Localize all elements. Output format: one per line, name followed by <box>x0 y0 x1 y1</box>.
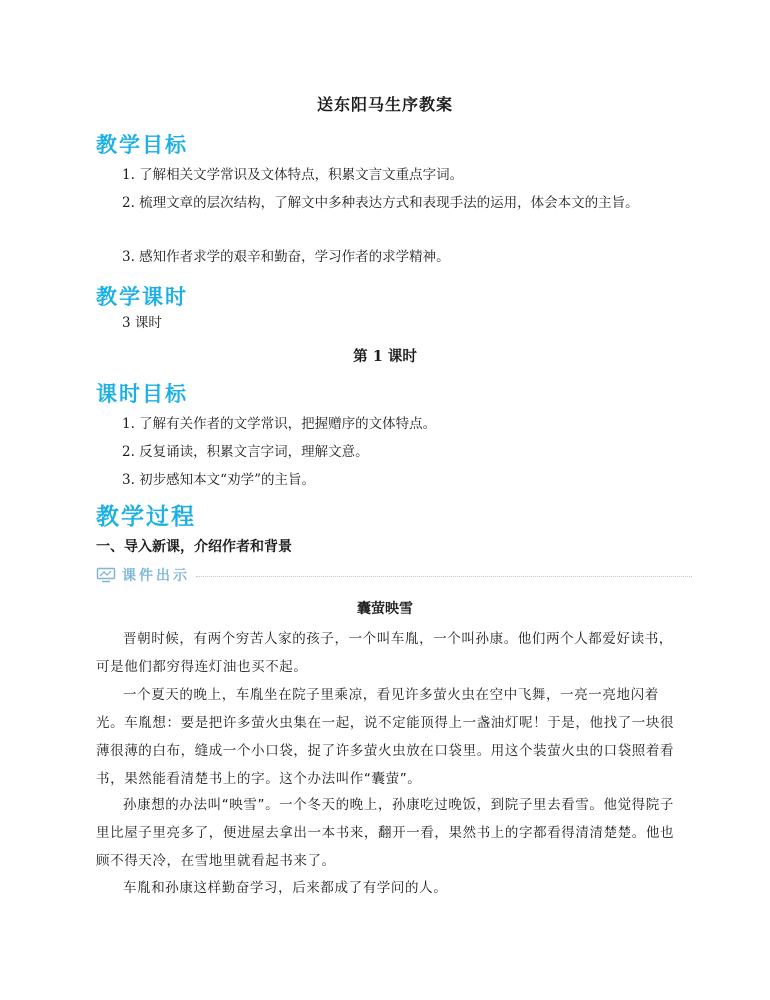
lesson-goal-2: 2. 反复诵读，积累文言字词，理解文意。 <box>122 444 369 460</box>
class-hours-value: 3 课时 <box>122 315 162 331</box>
lesson-goals-heading: 课时目标 <box>96 382 188 406</box>
courseware-label: 课件出示 <box>122 568 190 584</box>
story-paragraph-2: 一个夏天的晚上，车胤坐在院子里乘凉，看见许多萤火虫在空中飞舞，一亮一亮地闪着光。车胤想：要是把许多萤火虫集在一起，说不定能顶得上一盏油灯呢！于是，他找了一块很薄很薄的白布，缝成一个小口袋，捉了许多萤火虫放在口袋里。用这个装萤火虫的口袋照着看书，果然能看清楚书上的字。这个办法叫作“囊萤”。 <box>96 687 675 787</box>
teaching-goal-3: 3. 感知作者求学的艰辛和勤奋，学习作者的求学精神。 <box>122 249 450 265</box>
lesson-goal-3: 3. 初步感知本文“劝学”的主旨。 <box>122 472 315 488</box>
lesson-1-title: 第 1 课时 <box>353 348 417 365</box>
step-1-heading: 一、导入新课，介绍作者和背景 <box>96 539 292 555</box>
courseware-banner <box>96 565 692 585</box>
courseware-divider <box>196 576 692 577</box>
story-paragraph-3: 孙康想的办法叫“映雪”。一个冬天的晚上，孙康吃过晚饭，到院子里去看雪。他觉得院子里比屋子里亮多了，便进屋去拿出一本书来，翻开一看，果然书上的字都看得清清楚楚。他也顾不得天冷，在雪地里就看起书来了。 <box>96 797 675 869</box>
document-title: 送东阳马生序教案 <box>316 95 453 114</box>
teaching-goal-2: 2. 梳理文章的层次结构，了解文中多种表达方式和表现手法的运用，体会本文的主旨。 <box>122 195 639 211</box>
teaching-goals-heading: 教学目标 <box>96 133 188 157</box>
story-paragraph-1: 晋朝时候，有两个穷苦人家的孩子，一个叫车胤，一个叫孙康。他们两个人都爱好读书，可是他们都穷得连灯油也买不起。 <box>96 631 673 675</box>
teaching-goal-1: 1. 了解相关文学常识及文体特点，积累文言文重点字词。 <box>122 167 464 183</box>
courseware-icon <box>96 567 116 583</box>
class-hours-heading: 教学课时 <box>96 285 188 309</box>
lesson-goal-1: 1. 了解有关作者的文学常识，把握赠序的文体特点。 <box>122 416 437 432</box>
story-paragraph-4: 车胤和孙康这样勤奋学习，后来都成了有学问的人。 <box>123 880 448 896</box>
teaching-process-heading: 教学过程 <box>96 504 196 530</box>
story-title: 囊萤映雪 <box>357 601 413 617</box>
